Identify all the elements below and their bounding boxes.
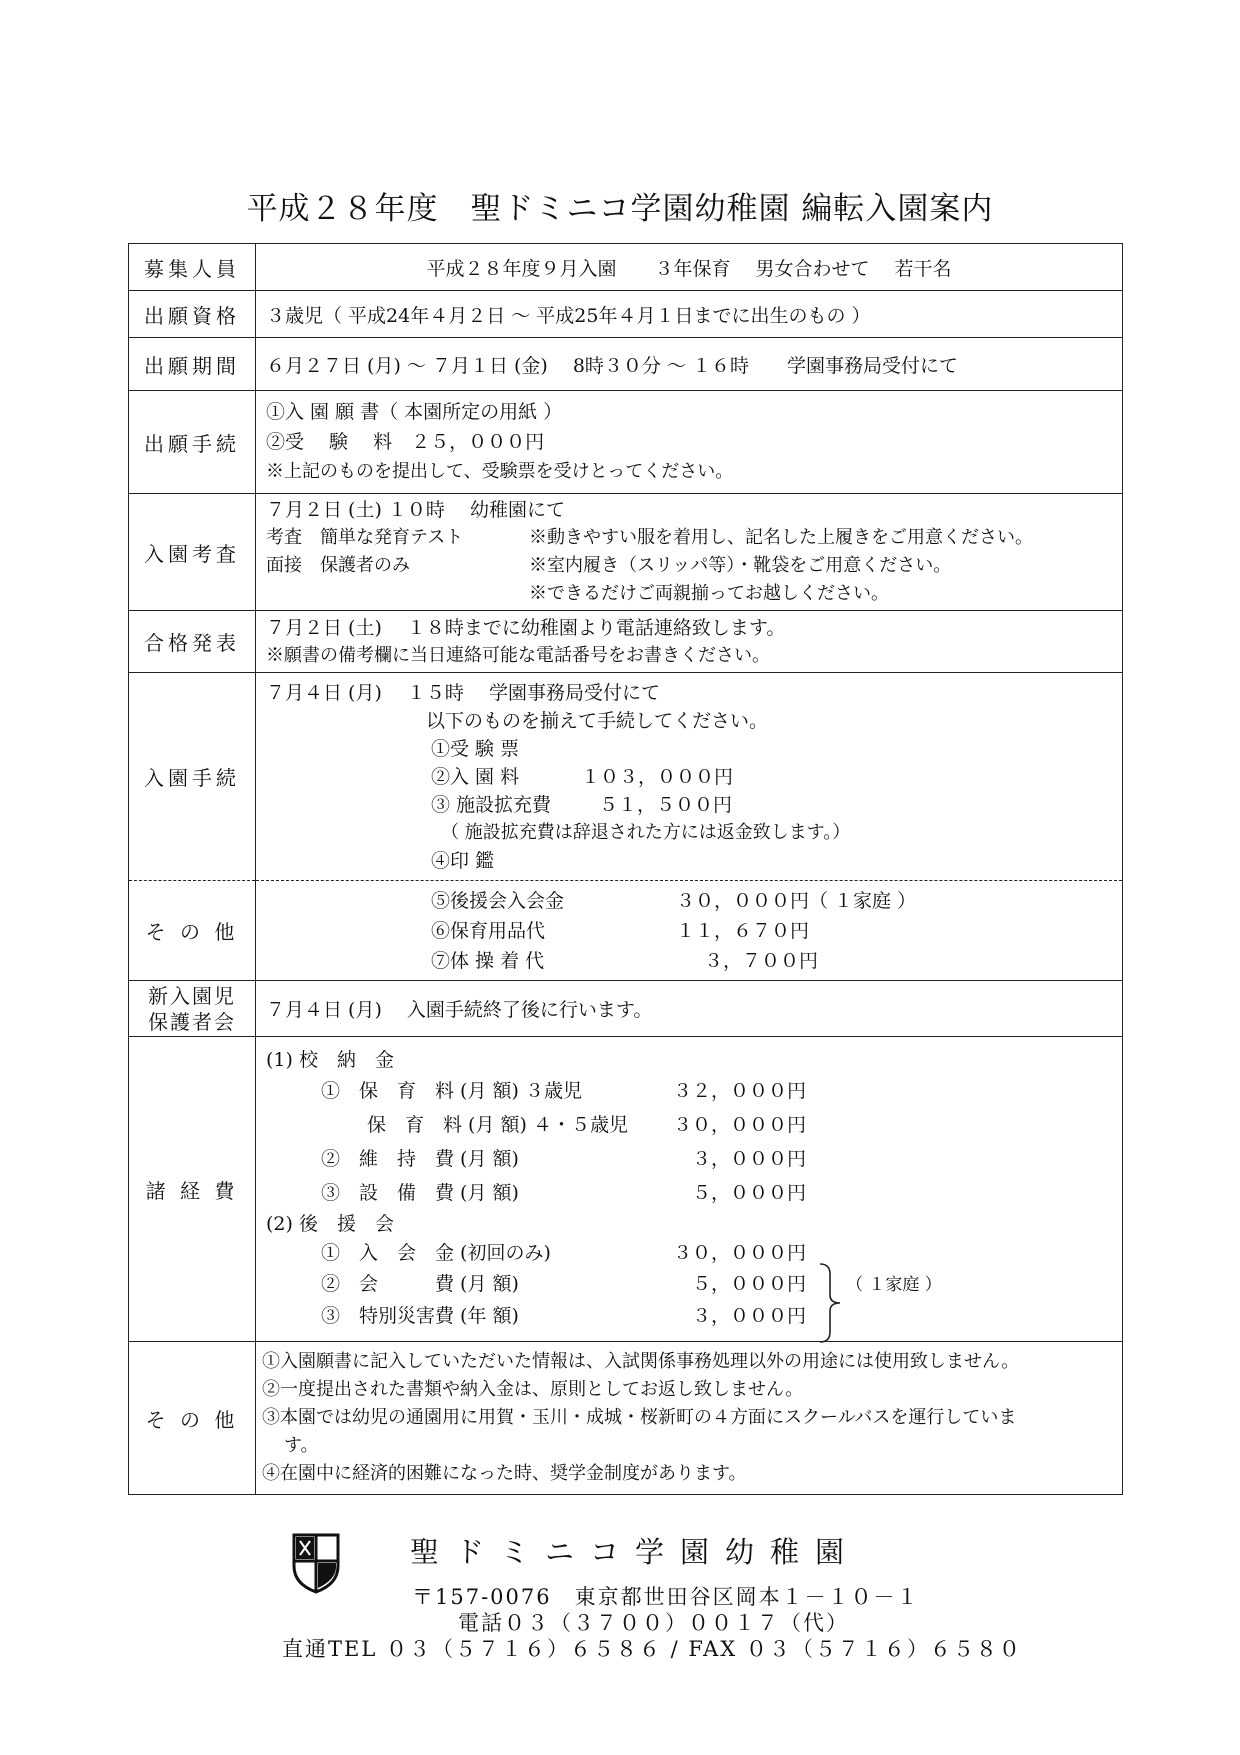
row-enroll xyxy=(129,673,1123,881)
row-other-1 xyxy=(129,881,1123,981)
enroll-line-2: 以下のものを揃えて手続してください。 xyxy=(426,709,769,732)
page-title: 平成２８年度 聖ドミニコ学園幼稚園 編転入園案内 xyxy=(246,191,994,227)
fee-row-5-value: ３０，０００円 xyxy=(672,1242,806,1264)
label-enroll: 入園手続 xyxy=(129,673,256,881)
row-fees xyxy=(129,1037,1123,1342)
meeting-text: ７月４日 (月) 入園手続終了後に行います。 xyxy=(256,981,1123,1037)
other-item-5-value: ３０，０００円（ １家庭 ） xyxy=(676,889,917,912)
other-note-2: ②一度提出された書類や納入金は、原則としてお返し致しません。 xyxy=(262,1379,804,1400)
enroll-item-1: ①受 験 票 xyxy=(431,737,520,760)
enroll-item-3-label: ③ 施設拡充費 xyxy=(431,793,552,816)
label-other-2: そ の 他 xyxy=(129,1342,256,1495)
other-note-3a: ③本園では幼児の通園用に用賀・玉川・成城・桜新町の４方面にスクールバスを運行していま xyxy=(262,1407,1017,1428)
row-procedure xyxy=(129,391,1123,494)
other-item-7-value: ３，７００円 xyxy=(704,949,819,972)
fee-row-6-label: ② 会 費 (月 額) xyxy=(321,1273,519,1295)
qualify-text: ３歳児（ 平成24年４月２日 ～ 平成25年４月１日までに出生のもの ） xyxy=(256,291,1123,338)
fees-heading-2: (2) 後 援 会 xyxy=(266,1213,394,1235)
label-exam: 入園考査 xyxy=(129,494,256,611)
enroll-line-1: ７月４日 (月) １５時 学園事務局受付にて xyxy=(266,681,660,704)
result-note: ※願書の備考欄に当日連絡可能な電話番号をお書きください。 xyxy=(266,644,770,666)
brace-icon xyxy=(818,1262,848,1344)
enroll-item-4: ④印 鑑 xyxy=(431,849,495,872)
other-note-1: ①入園願書に記入していただいた情報は、入試関係事務処理以外の用途には使用致しません。 xyxy=(262,1351,1020,1372)
other-item-6-value: １１，６７０円 xyxy=(676,919,810,942)
procedure-content xyxy=(256,391,1123,494)
exam-content xyxy=(256,494,1123,611)
row-meeting xyxy=(129,981,1123,1037)
other-item-6-label: ⑥保育用品代 xyxy=(431,919,546,942)
other-1-content xyxy=(256,881,1123,981)
footer-address: 〒157-0076 東京都世田谷区岡本１－１０－１ xyxy=(412,1585,920,1609)
label-period: 出願期間 xyxy=(129,338,256,391)
fees-content xyxy=(256,1037,1123,1342)
footer-school-name: 聖ドミニコ学園幼稚園 xyxy=(410,1535,861,1569)
enroll-item-3-value: ５１，５００円 xyxy=(599,793,733,816)
fee-row-3-value: ３，０００円 xyxy=(691,1148,806,1170)
other-note-3b: す。 xyxy=(284,1435,319,1456)
fee-row-4-label: ③ 設 備 費 (月 額) xyxy=(321,1182,519,1204)
row-period xyxy=(129,338,1123,391)
enroll-item-2-value: １０３，０００円 xyxy=(581,765,734,788)
label-recruit: 募集人員 xyxy=(129,244,256,291)
procedure-note: ※上記のものを提出して、受験票を受けとってください。 xyxy=(266,461,734,482)
row-recruit xyxy=(129,244,1123,291)
period-text: ６月２７日 (月) ～ ７月１日 (金) 8時３０分 ～ １６時 学園事務局受付にて xyxy=(256,338,1123,391)
admission-table xyxy=(128,243,1123,1495)
footer-phone: 電話０３（３７００）００１７（代） xyxy=(458,1611,849,1635)
fees-heading-1: (1) 校 納 金 xyxy=(266,1049,394,1071)
fee-per-family: （ １家庭 ） xyxy=(846,1275,942,1295)
fee-row-5-label: ① 入 会 金 (初回のみ) xyxy=(321,1242,551,1264)
exam-note-3: ※できるだけご両親揃ってお越しください。 xyxy=(529,583,889,604)
result-line-1: ７月２日 (土) １８時までに幼稚園より電話連絡致します。 xyxy=(266,616,786,639)
label-meeting-2: 保護者会 xyxy=(148,1009,236,1034)
fee-row-7-label: ③ 特別災害費 (年 額) xyxy=(321,1305,519,1327)
exam-note-1: ※動きやすい服を着用し、記名した上履きをご用意ください。 xyxy=(529,527,1033,548)
exam-note-2: ※室内履き（スリッパ等）・靴袋をご用意ください。 xyxy=(529,555,952,576)
fee-row-1-label: ① 保 育 料 (月 額) ３歳児 xyxy=(321,1080,582,1102)
recruit-text: 平成２８年度９月入園 ３年保育 男女合わせて 若干名 xyxy=(256,244,1123,291)
row-other-2 xyxy=(129,1342,1123,1495)
label-meeting-1: 新入園児 xyxy=(148,983,236,1008)
label-fees: 諸 経 費 xyxy=(129,1037,256,1342)
row-result xyxy=(129,611,1123,673)
result-content xyxy=(256,611,1123,673)
fee-row-6-value: ５，０００円 xyxy=(691,1273,806,1295)
school-crest-icon xyxy=(290,1532,342,1594)
fee-row-2-value: ３０，０００円 xyxy=(672,1114,806,1136)
fee-row-2-label: 保 育 料 (月 額) ４・５歳児 xyxy=(367,1114,628,1136)
fee-row-7-value: ３，０００円 xyxy=(691,1305,806,1327)
other-2-content xyxy=(256,1342,1123,1495)
row-qualify xyxy=(129,291,1123,338)
fee-row-3-label: ② 維 持 費 (月 額) xyxy=(321,1148,519,1170)
other-item-5-label: ⑤後援会入会金 xyxy=(431,889,565,912)
enroll-content xyxy=(256,673,1123,881)
fee-row-4-value: ５，０００円 xyxy=(691,1182,806,1204)
row-exam xyxy=(129,494,1123,611)
procedure-line-1: ①入 園 願 書（ 本園所定の用紙 ） xyxy=(266,401,563,423)
other-item-7-label: ⑦体 操 着 代 xyxy=(431,949,545,972)
label-qualify: 出願資格 xyxy=(129,291,256,338)
exam-test: 考査 簡単な発育テスト xyxy=(266,527,464,548)
exam-interview: 面接 保護者のみ xyxy=(266,555,410,576)
label-other-1: そ の 他 xyxy=(129,881,256,981)
label-result: 合格発表 xyxy=(129,611,256,673)
label-procedure: 出願手続 xyxy=(129,391,256,494)
fee-row-1-value: ３２，０００円 xyxy=(672,1080,806,1102)
other-note-4: ④在園中に経済的困難になった時、奨学金制度があります。 xyxy=(262,1463,747,1484)
exam-line-1: ７月２日 (土) １０時 幼稚園にて xyxy=(266,499,565,521)
enroll-item-3-note: （ 施設拡充費は辞退された方には返金致します。） xyxy=(441,821,851,843)
enroll-item-2-label: ②入 園 料 xyxy=(431,765,520,788)
procedure-line-2: ②受 験 料 ２５，０００円 xyxy=(266,431,545,453)
footer-direct: 直通TEL ０３（５７１６）６５８６ / FAX ０３（５７１６）６５８０ xyxy=(282,1637,1022,1661)
label-meeting xyxy=(129,981,256,1037)
